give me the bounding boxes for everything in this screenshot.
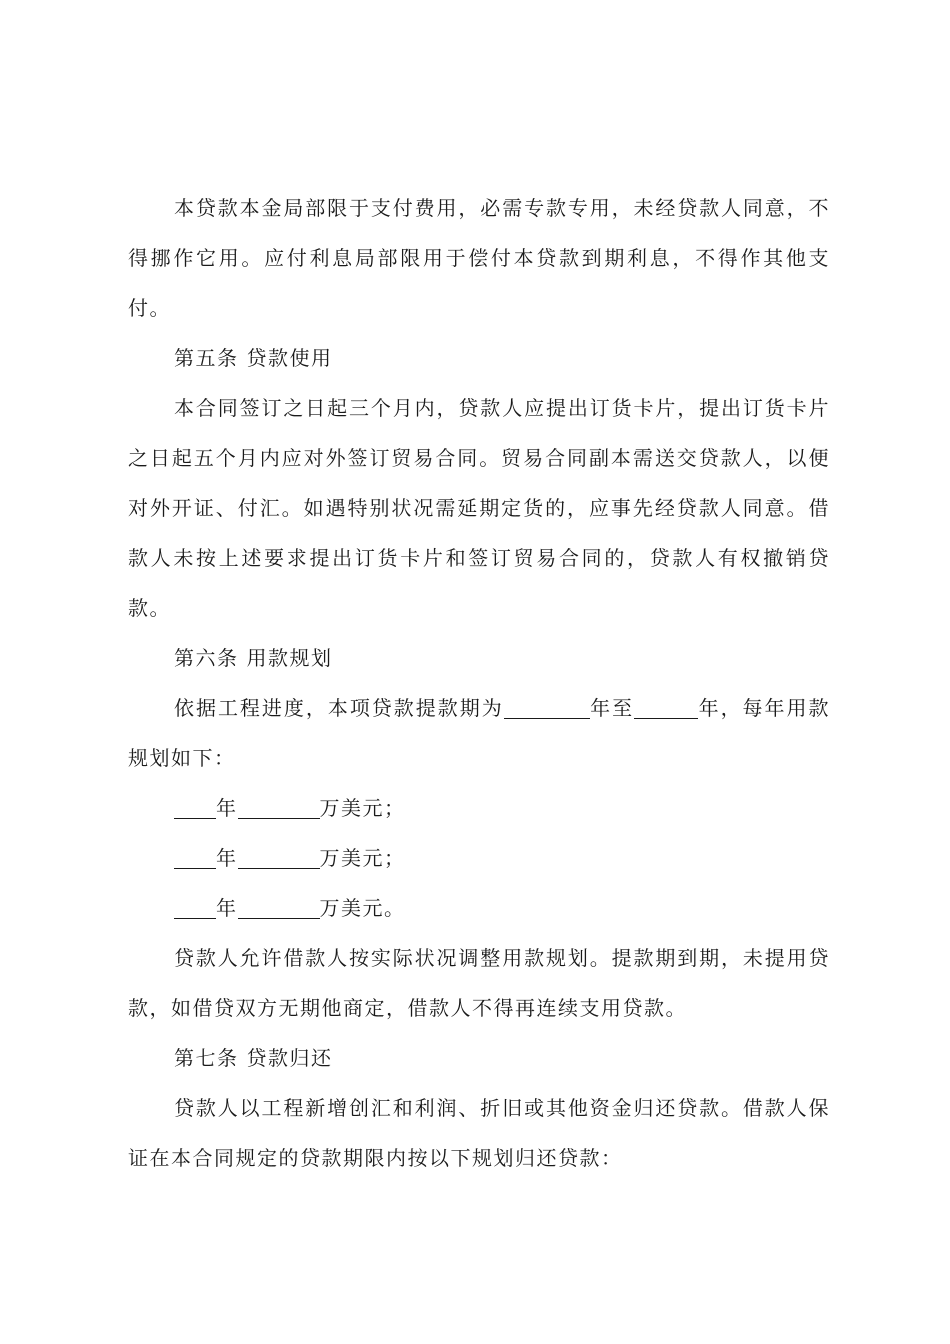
article-7-number: 第七条	[174, 1046, 239, 1070]
article-6-intro-text-1: 依据工程进度，本项贷款提款期为	[174, 696, 504, 720]
document-body	[128, 183, 830, 1183]
article-6-heading	[128, 633, 830, 683]
schedule-line-3	[128, 883, 830, 933]
schedule-amount-blank[interactable]	[238, 896, 320, 919]
schedule-year-blank[interactable]	[174, 796, 216, 819]
article-6-intro-text-3: 年，每年用款规划如下：	[128, 696, 831, 770]
article-5-heading	[128, 333, 830, 383]
article-7-heading	[128, 1033, 830, 1083]
schedule-year-blank[interactable]	[174, 846, 216, 869]
start-year-blank[interactable]	[504, 696, 590, 719]
article-6-intro-text-2: 年至	[589, 696, 635, 720]
article-7-body: 贷款人以工程新增创汇和利润、折旧或其他资金归还贷款。借款人保证在本合同规定的贷款期限内按以下规划归还贷款：	[128, 1096, 830, 1170]
article-7-title: 贷款归还	[246, 1046, 333, 1070]
article-5-title: 贷款使用	[246, 346, 333, 370]
end-year-blank[interactable]	[634, 696, 698, 719]
schedule-amount-unit: 万美元；	[319, 846, 406, 870]
article-5-number: 第五条	[174, 346, 239, 370]
paragraph-usage-restriction: 本贷款本金局部限于支付费用，必需专款专用，未经贷款人同意，不得挪作它用。应付利息局部限用于偿付本贷款到期利息，不得作其他支付。	[128, 196, 830, 320]
schedule-line-1	[128, 783, 830, 833]
article-6-intro	[128, 683, 830, 783]
schedule-year-blank[interactable]	[174, 896, 216, 919]
schedule-amount-unit: 万美元。	[319, 896, 406, 920]
schedule-amount-blank[interactable]	[238, 796, 320, 819]
schedule-year-unit: 年	[216, 846, 238, 870]
article-6-number: 第六条	[174, 646, 239, 670]
schedule-line-2	[128, 833, 830, 883]
schedule-year-unit: 年	[216, 896, 238, 920]
schedule-year-unit: 年	[216, 796, 238, 820]
schedule-amount-blank[interactable]	[238, 846, 320, 869]
article-5-body: 本合同签订之日起三个月内，贷款人应提出订货卡片，提出订货卡片之日起五个月内应对外签订贸易合同。贸易合同副本需送交贷款人，以便对外开证、付汇。如遇特别状况需延期定货的，应事先经贷款人同意。借款人未按上述要求提出订货卡片和签订贸易合同的，贷款人有权撤销贷款。	[128, 396, 830, 620]
schedule-amount-unit: 万美元；	[319, 796, 406, 820]
article-6-title: 用款规划	[246, 646, 333, 670]
article-6-closing: 贷款人允许借款人按实际状况调整用款规划。提款期到期，未提用贷款，如借贷双方无期他商定，借款人不得再连续支用贷款。	[128, 946, 830, 1020]
